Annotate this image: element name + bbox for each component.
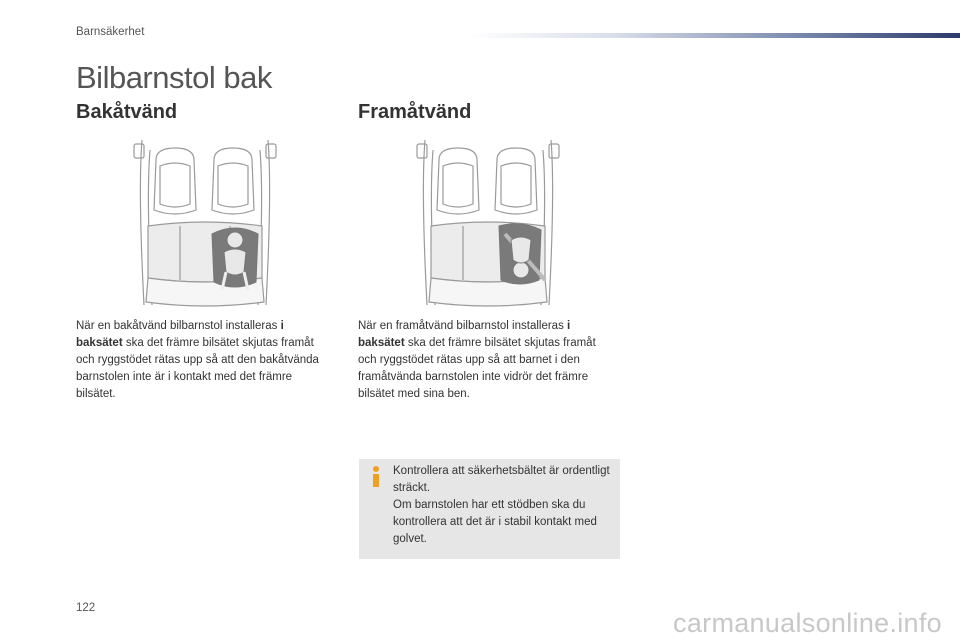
info-line-1: Kontrollera att säkerhetsbältet är ordentligt sträckt. <box>393 465 610 494</box>
heading-forward-facing: Framåtvänd <box>358 101 472 123</box>
heading-rear-facing: Bakåtvänd <box>76 101 178 123</box>
rear-facing-seat-illustration <box>130 130 280 310</box>
info-text <box>393 463 615 548</box>
info-line-2: Om barnstolen har ett stödben ska du kontrollera att det är i stabil kontakt med golvet. <box>393 499 597 545</box>
rear-facing-description: När en bakåtvänd bilbarnstol installeras i baksätet ska det främre bilsätet skjutas framåt och ryggstödet rätas upp så att den bakåtvända barnstolen inte är i kontakt med det främre bilsätet. <box>76 320 319 400</box>
forward-facing-emphasis: i baksätet <box>358 320 571 349</box>
forward-facing-description: När en framåtvänd bilbarnstol installeras i baksätet ska det främre bilsätet skjutas framåt och ryggstödet rätas upp så att barnet i den framåtvända barnstolen inte vidrör det främre bilsätet med sina ben. <box>358 320 596 400</box>
page-number: 122 <box>76 602 96 614</box>
watermark: carmanualsonline.info <box>673 608 942 638</box>
section-label: Barnsäkerhet <box>76 26 145 38</box>
header-accent-bar <box>470 33 960 38</box>
rear-facing-emphasis: i baksätet <box>76 320 284 349</box>
info-box <box>359 459 620 559</box>
info-icon <box>369 465 383 489</box>
page-title: Bilbarnstol bak <box>76 60 272 95</box>
forward-facing-seat-illustration <box>413 130 563 310</box>
